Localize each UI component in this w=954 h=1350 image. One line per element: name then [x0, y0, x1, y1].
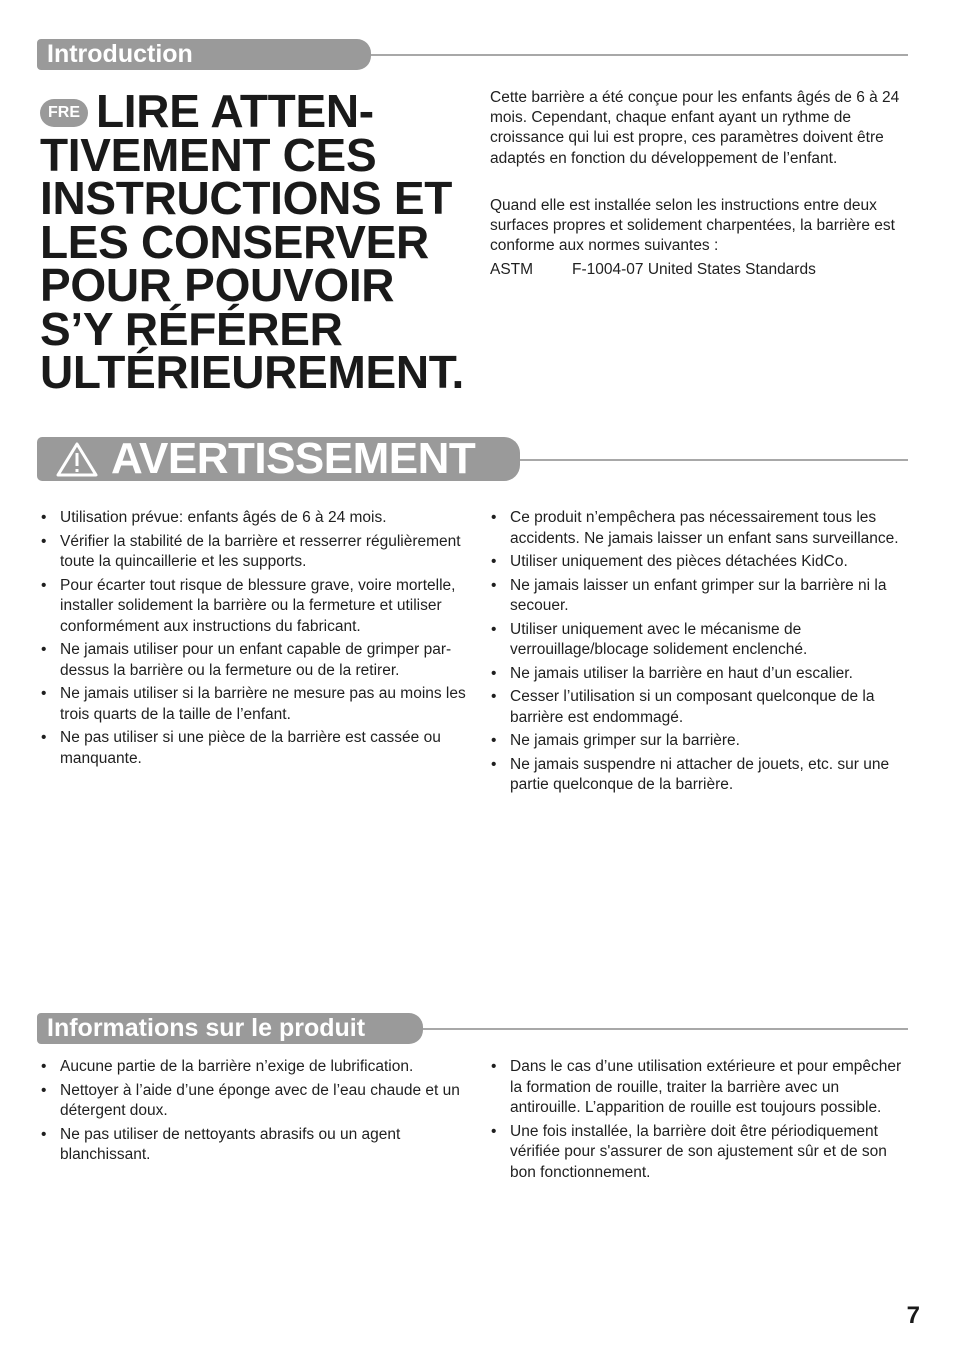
intro-text [490, 88, 920, 281]
intro-paragraph-2: Quand elle est installée selon les instructions entre deux surfaces propres et solidement charpentées, la barrière est conforme aux normes suivantes : [490, 196, 895, 255]
warning-header [37, 434, 520, 483]
standard-line [490, 260, 920, 280]
list-item: • Aucune partie de la barrière n’exige de lubrification. [38, 1057, 468, 1078]
list-item: • Ce produit n’empêchera pas nécessairement tous les accidents. Ne jamais laisser un enfant sans surveillance. [488, 508, 920, 549]
list-item: • Nettoyer à l’aide d’une éponge avec de l’eau chaude et un détergent doux. [38, 1081, 468, 1122]
list-item: • Cesser l’utilisation si un composant quelconque de la barrière est endommagé. [488, 687, 920, 728]
list-item: • Utiliser uniquement des pièces détachées KidCo. [488, 552, 920, 573]
list-item: • Une fois installée, la barrière doit être périodiquement vérifiée pour s'assurer de son ajustement sûr et de son bon fonctionnement. [488, 1122, 908, 1184]
title-line-4: LES CONSERVER [40, 215, 429, 268]
title-line-6: S’Y RÉFÉRER [40, 302, 343, 355]
list-item: • Ne jamais suspendre ni attacher de jouets, etc. sur une partie quelconque de la barrière. [488, 755, 920, 796]
list-item: • Vérifier la stabilité de la barrière et resserrer régulièrement toute la quincaillerie et les supports. [38, 532, 468, 573]
page-title [40, 85, 480, 398]
warning-header-label: AVERTISSEMENT [111, 434, 476, 483]
introduction-header-label: Introduction [47, 40, 193, 68]
product-info-header-rule [423, 1028, 908, 1030]
list-item: • Ne jamais laisser un enfant grimper sur la barrière ni la secouer. [488, 576, 920, 617]
list-item: • Ne jamais utiliser pour un enfant capable de grimper par-dessus la barrière ou la fermeture ou de la retirer. [38, 640, 468, 681]
title-line-3: INSTRUCTIONS ET [40, 172, 453, 224]
list-item: • Ne jamais utiliser la barrière en haut d’un escalier. [488, 664, 920, 685]
list-item: • Ne pas utiliser de nettoyants abrasifs ou un agent blanchissant. [38, 1125, 468, 1166]
warning-header-rule [520, 459, 908, 461]
standard-code: ASTM [490, 261, 534, 279]
product-info-list-left [38, 1057, 468, 1169]
list-item: • Utilisation prévue: enfants âgés de 6 à 24 mois. [38, 508, 468, 529]
list-item: • Utiliser uniquement avec le mécanisme de verrouillage/blocage solidement enclenché. [488, 620, 920, 661]
intro-paragraph-1: Cette barrière a été conçue pour les enfants âgés de 6 à 24 mois. Cependant, chaque enfant ayant un rythme de croissance qui lui est propre, ces paramètres doivent être adaptés en fonction du développement de l’enfant. [490, 89, 900, 167]
list-item: • Ne jamais utiliser si la barrière ne mesure pas au moins les trois quarts de la taille de l’enfant. [38, 684, 468, 725]
warning-triangle-icon [55, 441, 99, 477]
page-number: 7 [906, 1302, 920, 1329]
title-line-5: POUR POUVOIR [40, 259, 395, 311]
title-line-2: TIVEMENT CES [40, 128, 377, 181]
title-line-7: ULTÉRIEUREMENT. [40, 346, 464, 398]
product-info-header [37, 1013, 423, 1044]
language-badge: FRE [40, 99, 88, 127]
list-item: • Dans le cas d’une utilisation extérieure et pour empêcher la formation de rouille, traiter la barrière avec un antirouille. L’apparition de rouille est toujours possible. [488, 1057, 908, 1119]
title-line-1: FRE LIRE ATTEN- [40, 90, 480, 134]
list-item: • Ne jamais grimper sur la barrière. [488, 731, 920, 752]
list-item: • Pour écarter tout risque de blessure grave, voire mortelle, installer solidement la barrière ou la fermeture et utiliser conformément aux instructions du fabricant. [38, 576, 468, 638]
warning-list-left [38, 508, 468, 772]
product-info-list-right [488, 1057, 908, 1186]
list-item: • Ne pas utiliser si une pièce de la barrière est cassée ou manquante. [38, 728, 468, 769]
product-info-header-label: Informations sur le produit [47, 1014, 366, 1042]
introduction-header [37, 39, 371, 70]
warning-list-right [488, 508, 920, 799]
standard-description: F-1004-07 United States Standards [572, 261, 816, 279]
introduction-header-rule [371, 54, 908, 56]
